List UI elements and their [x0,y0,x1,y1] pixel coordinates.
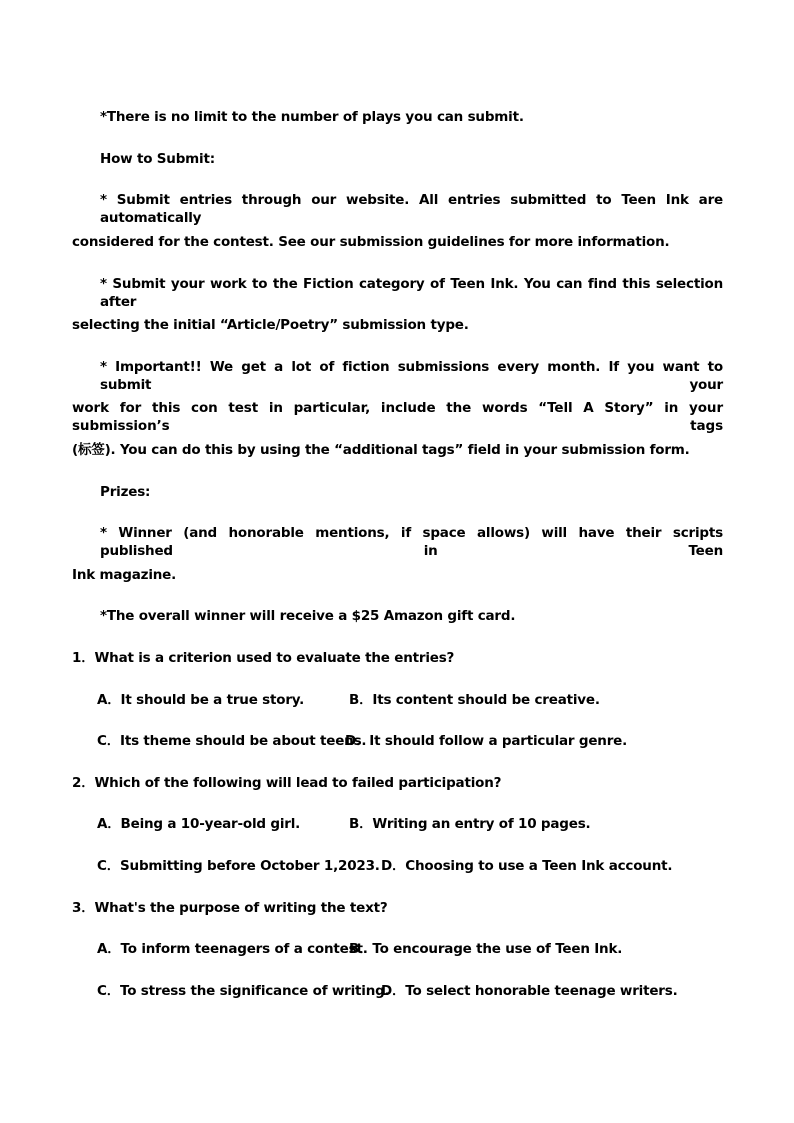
prize-bullet-publish-line1: * Winner (and honorable mentions, if space allows) will have their scripts published in Teen [100,525,723,559]
submit-bullet-important-line1: * Important!! We get a lot of fiction submissions every month. If you want to submit your [100,359,723,393]
question-3-option-a: A．To inform teenagers of a contest. [97,941,368,957]
question-2-option-a: A．Being a 10-year-old girl. [97,816,301,832]
question-1-option-a: A．It should be a true story. [97,692,305,708]
question-1-option-c: C．Its theme should be about teens. [97,733,367,749]
how-to-submit-heading: How to Submit: [100,151,215,167]
question-1-option-b: B．Its content should be creative. [349,692,600,708]
question-1-option-d: D．It should follow a particular genre. [345,733,628,749]
question-2-option-d: D．Choosing to use a Teen Ink account. [381,858,673,874]
question-3-stem: 3．What's the purpose of writing the text? [72,900,388,916]
question-3-option-d: D．To select honorable teenage writers. [381,983,678,999]
prize-bullet-publish-line2: Ink magazine. [72,567,177,583]
passage-note-unlimited-plays: *There is no limit to the number of plays you can submit. [100,109,524,125]
question-3-option-b: B．To encourage the use of Teen Ink. [349,941,623,957]
question-1-stem: 1．What is a criterion used to evaluate the entries? [72,650,455,666]
question-2-option-c: C．Submitting before October 1,2023. [97,858,380,874]
submit-bullet-website-line2: considered for the contest. See our submission guidelines for more information. [72,234,670,250]
prize-bullet-gift-card: *The overall winner will receive a $25 Amazon gift card. [100,608,516,624]
question-2-stem: 2．Which of the following will lead to failed participation? [72,775,502,791]
question-2-option-b: B．Writing an entry of 10 pages. [349,816,591,832]
submit-bullet-fiction-line1: * Submit your work to the Fiction category of Teen Ink. You can find this selection after [100,276,723,310]
submit-bullet-important-line2: work for this con test in particular, include the words “Tell A Story” in your submission’s tags [72,400,723,434]
submit-bullet-fiction-line2: selecting the initial “Article/Poetry” submission type. [72,317,469,333]
submit-bullet-important-line3: (标签). You can do this by using the “additional tags” field in your submission form. [72,442,690,458]
submit-bullet-website-line1: * Submit entries through our website. All entries submitted to Teen Ink are automatically [100,192,723,226]
question-3-option-c: C．To stress the significance of writing. [97,983,390,999]
prizes-heading: Prizes: [100,484,151,500]
